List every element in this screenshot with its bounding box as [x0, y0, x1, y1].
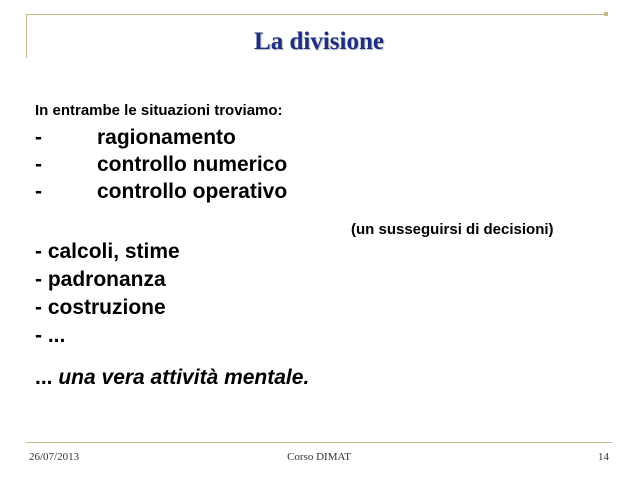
footer-date: 26/07/2013 — [29, 451, 80, 463]
conclusion-prefix: ... — [35, 366, 59, 389]
list-item: - costruzione — [35, 296, 166, 319]
dash-bullet: - — [35, 180, 42, 203]
list-item-text: controllo operativo — [97, 180, 288, 203]
conclusion-emphasis: una vera attività mentale. — [58, 366, 310, 389]
list-item-text: controllo numerico — [97, 153, 288, 176]
note-text: (un susseguirsi di decisioni) — [351, 221, 554, 238]
frame-top-line — [26, 14, 606, 15]
list-item: - calcoli, stime — [35, 240, 180, 263]
slide-title: La divisione — [254, 28, 384, 55]
conclusion-line — [35, 366, 309, 390]
footer-course-name: Corso DIMAT — [287, 451, 351, 463]
dash-bullet: - — [35, 153, 42, 176]
list-item: - ... — [35, 324, 66, 347]
list-item-text: ragionamento — [97, 126, 236, 149]
frame-corner-mark — [604, 12, 608, 16]
footer-page-number: 14 — [598, 451, 609, 463]
bullet-list-secondary — [35, 240, 180, 352]
list-item: - padronanza — [35, 268, 166, 291]
footer-divider — [26, 442, 612, 443]
intro-text: In entrambe le situazioni troviamo: — [35, 102, 283, 119]
dash-bullet: - — [35, 126, 42, 149]
